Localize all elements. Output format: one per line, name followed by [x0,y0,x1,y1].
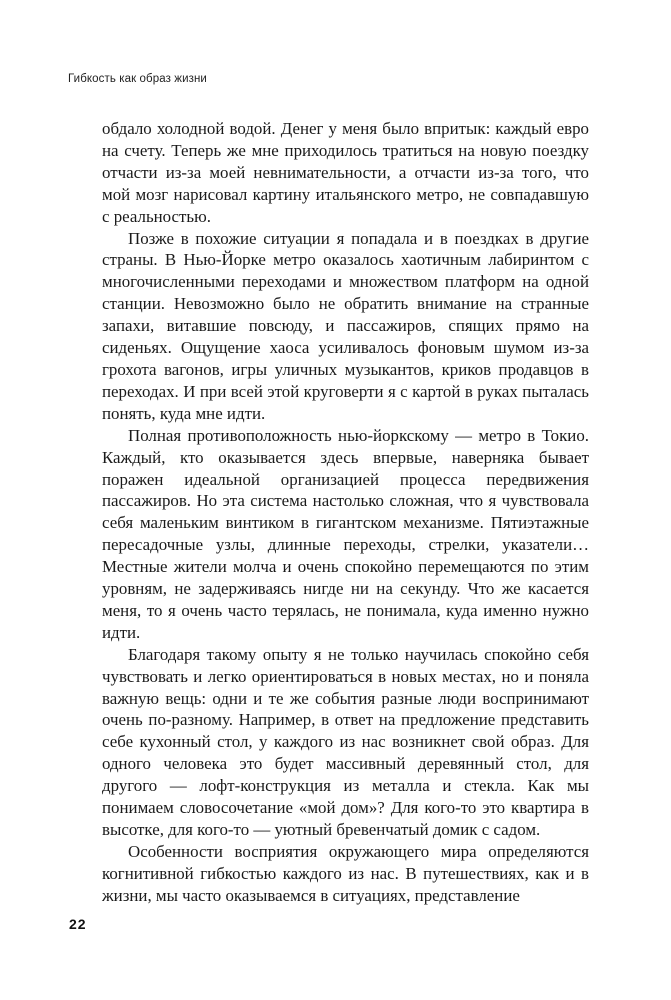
paragraph: Благодаря такому опыту я не только научилась спокойно себя чувствовать и легко ориентироваться в новых местах, но и поняла важную вещь: одни и те же события разные люди воспринимают очень по-разному. Например, в ответ на предложение представить себе кухонный стол, у каждого из нас возникнет свой образ. Для одного человека это будет массивный деревянный стол, для другого — лофт-конструкция из металла и стекла. Как мы понимаем словосочетание «мой дом»? Для кого-то это квартира в высотке, для кого-то — уютный бревенчатый домик с садом. [102,644,589,839]
paragraph: обдало холодной водой. Денег у меня было впритык: каждый евро на счету. Теперь же мне приходилось тратиться на новую поездку отчасти из-за моей невнимательности, а отчасти из-за того, что мой мозг нарисовал картину итальянского метро, не совпадавшую с реальностью. [102,119,589,226]
paragraph: Особенности восприятия окружающего мира определяются когнитивной гибкостью каждого из нас. В путешествиях, как и в жизни, мы часто оказываемся в ситуациях, представление [102,841,589,905]
paragraph: Позже в похожие ситуации я попадала и в поездках в другие страны. В Нью-Йорке метро оказалось хаотичным лабиринтом с многочисленными переходами и множеством платформ на одной станции. Невозможно было не обратить внимание на странные запахи, витавшие повсюду, и пассажиров, спящих прямо на сиденьях. Ощущение хаоса усиливалось фоновым шумом из-за грохота вагонов, игры уличных музыкантов, криков продавцов в переходах. И при всей этой круговерти я с картой в руках пыталась понять, куда мне идти. [102,228,589,423]
running-title: Гибкость как образ жизни [68,73,207,85]
body-text [102,118,589,907]
page-number: 22 [69,916,87,932]
paragraph: Полная противоположность нью-йоркскому — метро в Токио. Каждый, кто оказывается здесь впервые, наверняка бывает поражен идеальной организацией процесса передвижения пассажиров. Но эта система настолько сложная, что я чувствовала себя маленьким винтиком в гигантском механизме. Пятиэтажные пересадочные узлы, длинные переходы, стрелки, указатели… Местные жители молча и очень спокойно перемещаются по этим уровням, не задерживаясь нигде ни на секунду. Что же касается меня, то я очень часто терялась, не понимала, куда именно нужно идти. [102,425,589,642]
